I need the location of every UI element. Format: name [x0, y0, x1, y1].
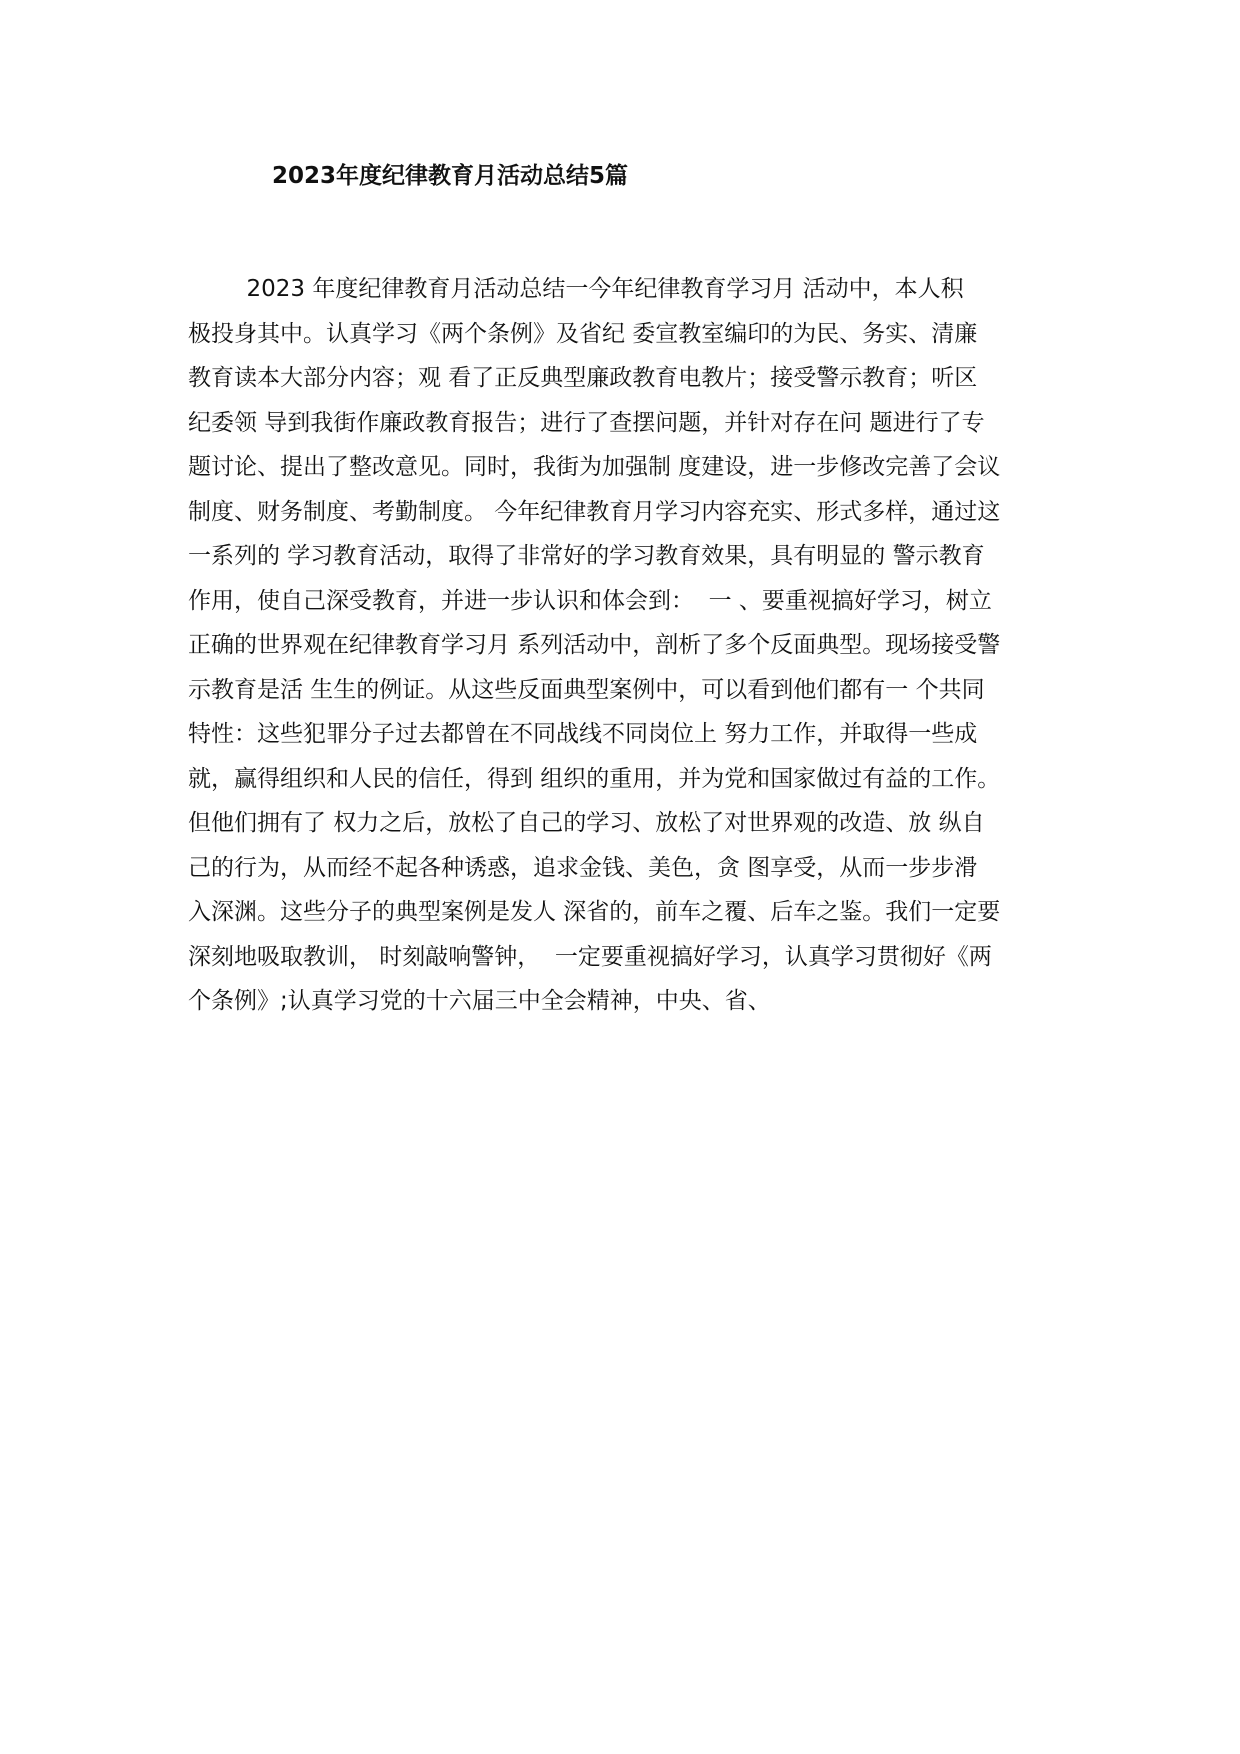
- body-line: 作用，使自己深受教育，并进一步认识和体会到： 一 、要重视搞好学习，树立: [188, 587, 992, 614]
- body-line: 2023 年度纪律教育月活动总结一今年纪律教育学习月 活动中，本人积: [188, 276, 964, 302]
- body-line: 纪委领 导到我街作廉政教育报告；进行了查摆问题，并针对存在问 题进行了专: [188, 409, 985, 436]
- body-line: 特性：这些犯罪分子过去都曾在不同战线不同岗位上 努力工作，并取得一些成: [188, 721, 978, 747]
- body-line: 制度、财务制度、考勤制度。 今年纪律教育月学习内容充实、形式多样，通过这: [188, 498, 1001, 525]
- body-line: 入深渊。这些分子的典型案例是发人 深省的，前车之覆、后车之鉴。我们一定要: [188, 899, 1001, 925]
- body-line: 个条例》;认真学习党的十六届三中全会精神，中央、省、: [188, 988, 771, 1014]
- body-line: 示教育是活 生生的例证。从这些反面典型案例中，可以看到他们都有一 个共同: [188, 676, 985, 703]
- body-line: 一系列的 学习教育活动，取得了非常好的学习教育效果，具有明显的 警示教育: [188, 543, 985, 569]
- document-body: [188, 267, 1068, 1024]
- body-line: 教育读本大部分内容；观 看了正反典型廉政教育电教片；接受警示教育；听区: [188, 365, 978, 391]
- body-line: 深刻地吸取教训， 时刻敲响警钟， 一定要重视搞好学习，认真学习贯彻好《两: [188, 943, 992, 970]
- body-line: 正确的世界观在纪律教育学习月 系列活动中，剖析了多个反面典型。现场接受警: [188, 632, 1001, 658]
- body-line: 就，赢得组织和人民的信任，得到 组织的重用，并为党和国家做过有益的工作。: [188, 765, 1001, 792]
- body-line: 题讨论、提出了整改意见。同时，我街为加强制 度建设，进一步修改完善了会议: [188, 454, 1001, 480]
- document-title: 2023年度纪律教育月活动总结5篇: [272, 163, 629, 189]
- body-line: 己的行为，从而经不起各种诱惑，追求金钱、美色，贪 图享受，从而一步步滑: [188, 854, 978, 881]
- body-line: 极投身其中。认真学习《两个条例》及省纪 委宣教室编印的为民、务实、清廉: [188, 320, 978, 347]
- body-line: 但他们拥有了 权力之后，放松了自己的学习、放松了对世界观的改造、放 纵自: [188, 810, 985, 836]
